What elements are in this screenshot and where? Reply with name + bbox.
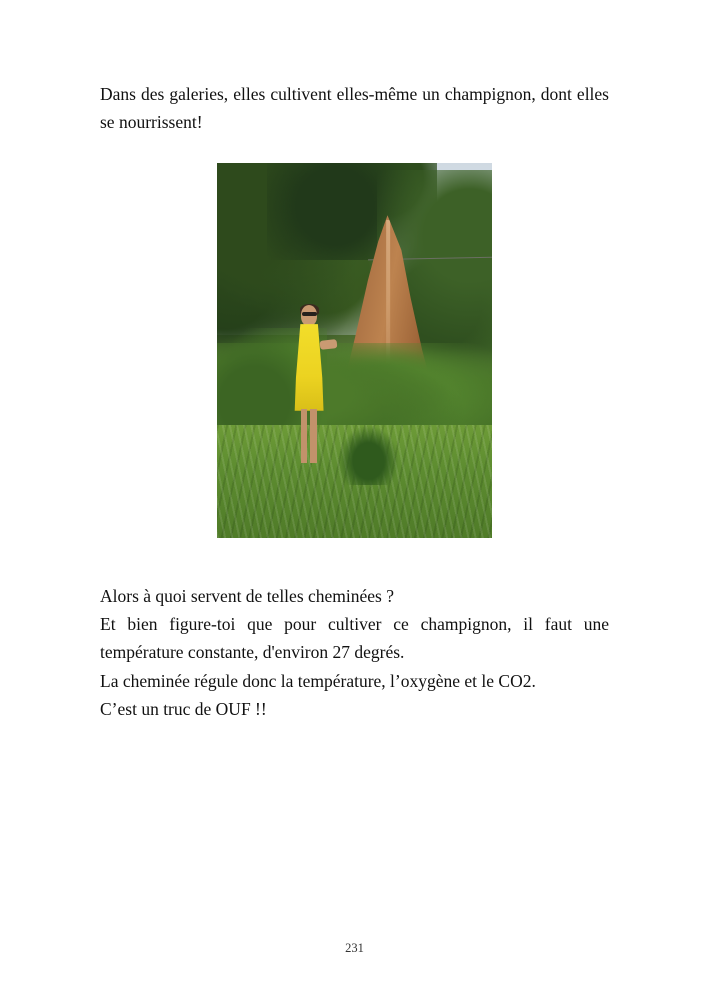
photo-person-yellow-dress	[293, 324, 324, 411]
figure-termite-mound	[100, 163, 609, 538]
line-regulation: La cheminée régule donc la température, l’oxygène et le CO2.	[100, 670, 536, 691]
paragraph-intro: Dans des galeries, elles cultivent elles-même un champignon, dont elles se nourrissent!	[100, 84, 609, 133]
paragraph-block-after-figure	[100, 582, 609, 724]
line-question-cheminees: Alors à quoi servent de telles cheminées ?	[100, 585, 394, 606]
photo-person-sunglasses	[302, 312, 317, 316]
photo-person	[289, 305, 330, 463]
page-content	[100, 80, 609, 723]
photo-foreground-shrub	[338, 425, 399, 485]
photo-person-leg-right	[310, 409, 317, 463]
page-number: 231	[345, 941, 364, 955]
line-temperature: Et bien figure-toi que pour cultiver ce champignon, il faut une température constante, d'environ 27 degrés.	[100, 614, 609, 663]
photo-termite-mound	[217, 163, 492, 538]
photo-person-leg-left	[301, 409, 308, 463]
line-exclamation: C’est un truc de OUF !!	[100, 699, 267, 720]
